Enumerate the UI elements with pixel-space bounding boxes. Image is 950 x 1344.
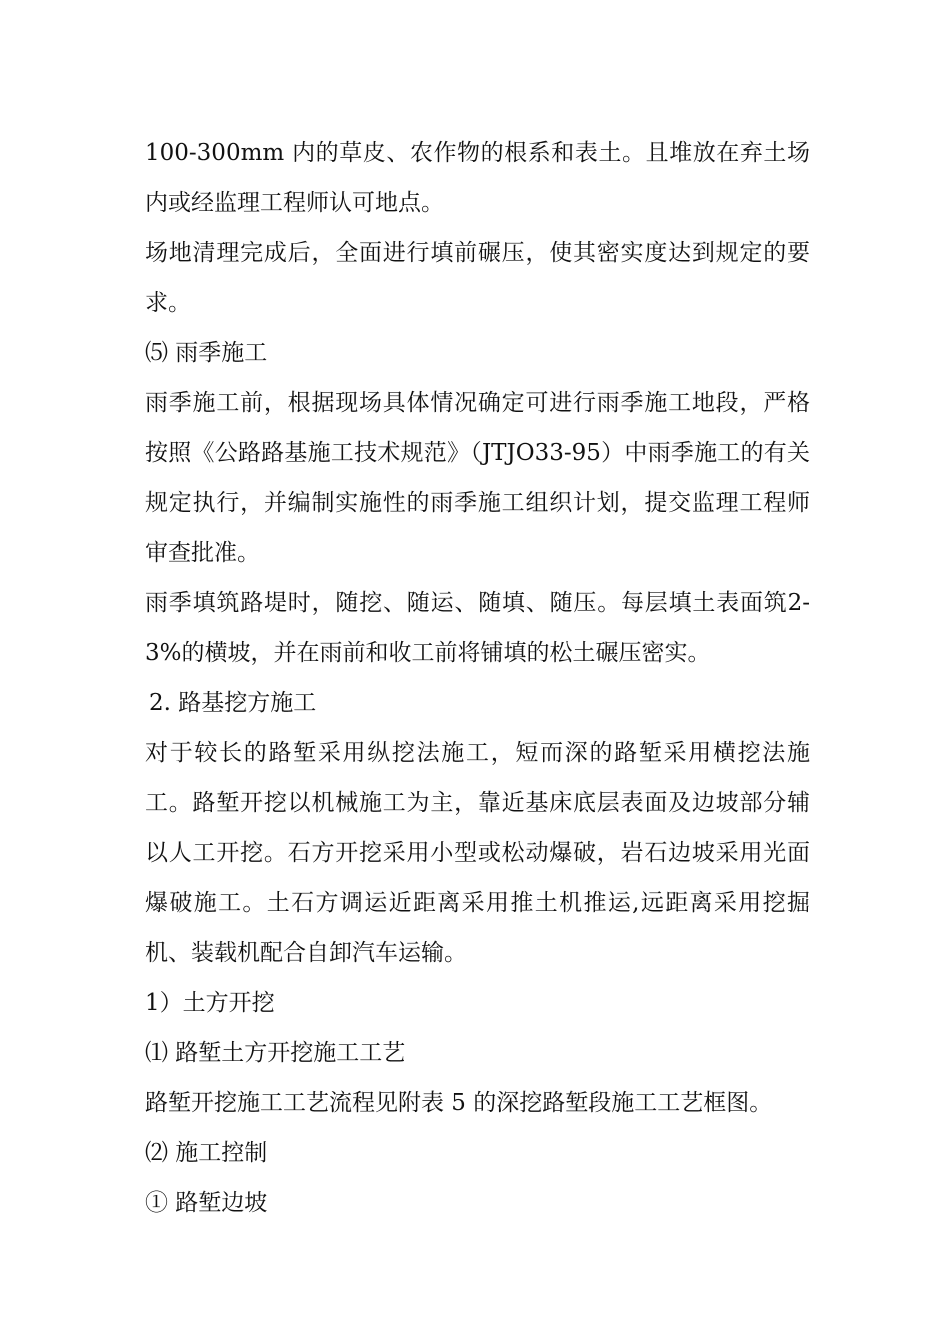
heading-earthwork-excavation: 1）土方开挖	[145, 990, 275, 1016]
heading-cutting-slope: ① 路堑边坡	[145, 1190, 268, 1216]
paragraph-process-flow-reference: 路堑开挖施工工艺流程见附表 5 的深挖路堑段施工工艺框图。	[145, 1090, 773, 1116]
paragraph-pre-fill-compaction: 场地清理完成后，全面进行填前碾压，使其密实度达到规定的要求。	[145, 240, 810, 316]
document-body	[145, 128, 810, 1228]
paragraph-cutting-methods: 对于较长的路堑采用纵挖法施工，短而深的路堑采用横挖法施工。路堑开挖以机械施工为主，靠近基床底层表面及边坡部分辅以人工开挖。石方开挖采用小型或松动爆破，岩石边坡采用光面爆破施工。土石方调运近距离采用推土机推运,远距离采用挖掘机、装载机配合自卸汽车运输。	[145, 740, 810, 966]
heading-subgrade-excavation: 2. 路基挖方施工	[149, 690, 317, 716]
paragraph-topsoil-clearing: 100-300mm 内的草皮、农作物的根系和表土。且堆放在弃土场内或经监理工程师认可地点。	[145, 140, 810, 216]
paragraph-rainy-season-embankment: 雨季填筑路堤时，随挖、随运、随填、随压。每层填土表面筑2-3%的横坡，并在雨前和收工前将铺填的松土碾压密实。	[145, 590, 810, 666]
paragraph-rainy-season-plan: 雨季施工前，根据现场具体情况确定可进行雨季施工地段，严格按照《公路路基施工技术规范》（JTJO33-95）中雨季施工的有关规定执行，并编制实施性的雨季施工组织计划，提交监理工程师审查批准。	[145, 390, 810, 566]
heading-rainy-season-construction: ⑸ 雨季施工	[145, 340, 268, 366]
heading-cutting-process: ⑴ 路堑土方开挖施工工艺	[145, 1040, 406, 1066]
heading-construction-control: ⑵ 施工控制	[145, 1140, 268, 1166]
